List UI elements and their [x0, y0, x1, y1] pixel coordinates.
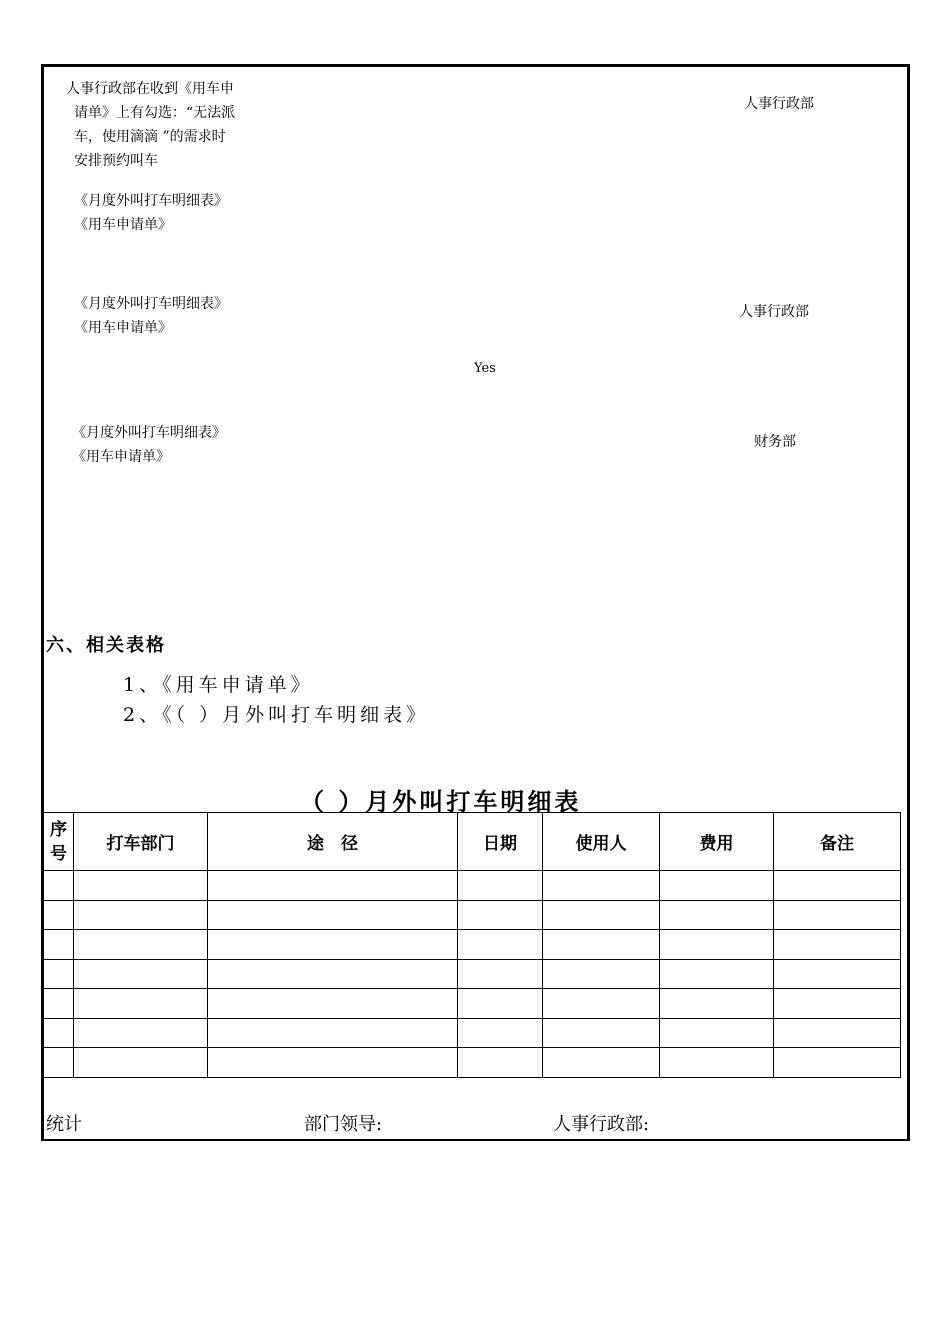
table-cell[interactable] [458, 930, 543, 960]
table-row [44, 959, 901, 989]
table-cell[interactable] [774, 871, 901, 901]
table-cell[interactable] [74, 900, 208, 930]
decision-yes-label: Yes [474, 361, 496, 376]
table-cell[interactable] [208, 1018, 458, 1048]
table-cell[interactable] [458, 1018, 543, 1048]
table-cell[interactable] [774, 1048, 901, 1078]
footer-total-label: 统计 [46, 1114, 82, 1135]
header-date: 日期 [458, 813, 543, 871]
header-seq [44, 813, 74, 871]
table-cell[interactable] [458, 900, 543, 930]
header-seq-line-2: 号 [50, 843, 67, 864]
taxi-detail-table [43, 812, 901, 1078]
table-cell[interactable] [660, 871, 774, 901]
table-cell[interactable] [44, 989, 74, 1019]
table-cell[interactable] [543, 989, 660, 1019]
table-header-row [44, 813, 901, 871]
section-title: 六、相关表格 [46, 635, 166, 656]
table-cell[interactable] [543, 1018, 660, 1048]
table-row [44, 989, 901, 1019]
form-link-vehicle-request[interactable]: 1、《用车申请单》 [123, 674, 314, 696]
table-cell[interactable] [44, 1048, 74, 1078]
header-cost: 费用 [660, 813, 774, 871]
header-user: 使用人 [543, 813, 660, 871]
table-cell[interactable] [660, 900, 774, 930]
table-cell[interactable] [660, 1048, 774, 1078]
step2-documents [74, 189, 228, 237]
table-cell[interactable] [660, 959, 774, 989]
table-cell[interactable] [44, 930, 74, 960]
table-row [44, 871, 901, 901]
table-cell[interactable] [74, 1018, 208, 1048]
step3-doc-1: 《月度外叫打车明细表》 [74, 296, 228, 312]
table-cell[interactable] [774, 900, 901, 930]
footer-hr-admin-label: 人事行政部: [553, 1114, 650, 1135]
step4-documents [72, 421, 226, 469]
table-cell[interactable] [774, 1018, 901, 1048]
step1-line-1: 人事行政部在收到《用车申 [66, 81, 234, 97]
step3-doc-2: 《用车申请单》 [74, 320, 172, 336]
step4-doc-2: 《用车申请单》 [72, 449, 170, 465]
table-cell[interactable] [208, 1048, 458, 1078]
table-cell[interactable] [458, 959, 543, 989]
footer-dept-leader-label: 部门领导: [304, 1114, 383, 1135]
table-cell[interactable] [543, 871, 660, 901]
table-cell[interactable] [74, 871, 208, 901]
step3-documents [74, 292, 228, 340]
table-cell[interactable] [74, 989, 208, 1019]
table-row [44, 1018, 901, 1048]
table-cell[interactable] [44, 959, 74, 989]
step4-doc-1: 《月度外叫打车明细表》 [72, 425, 226, 441]
step1-description [66, 77, 235, 173]
table-cell[interactable] [44, 1018, 74, 1048]
step1-owner: 人事行政部 [744, 96, 814, 112]
table-cell[interactable] [44, 900, 74, 930]
table-cell[interactable] [208, 989, 458, 1019]
step2-doc-1: 《月度外叫打车明细表》 [74, 193, 228, 209]
table-cell[interactable] [543, 1048, 660, 1078]
table-cell[interactable] [774, 989, 901, 1019]
table-cell[interactable] [543, 900, 660, 930]
step1-line-4: 安排预约叫车 [74, 153, 158, 169]
table-cell[interactable] [660, 930, 774, 960]
step1-line-3: 车，使用滴滴 ”的需求时 [74, 129, 226, 145]
detail-table-title: （ ）月外叫打车明细表 [300, 788, 582, 816]
table-cell[interactable] [543, 930, 660, 960]
table-cell[interactable] [208, 930, 458, 960]
step4-owner: 财务部 [754, 434, 796, 450]
table-row [44, 930, 901, 960]
table-cell[interactable] [774, 959, 901, 989]
table-cell[interactable] [44, 871, 74, 901]
step2-doc-2: 《用车申请单》 [74, 217, 172, 233]
table-cell[interactable] [208, 900, 458, 930]
table-body [44, 871, 901, 1078]
table-row [44, 1048, 901, 1078]
table-cell[interactable] [74, 930, 208, 960]
table-cell[interactable] [208, 959, 458, 989]
table-row [44, 900, 901, 930]
table-cell[interactable] [543, 959, 660, 989]
table-cell[interactable] [774, 930, 901, 960]
table-cell[interactable] [458, 871, 543, 901]
header-remarks: 备注 [774, 813, 901, 871]
table-cell[interactable] [660, 1018, 774, 1048]
table-cell[interactable] [458, 1048, 543, 1078]
table-cell[interactable] [74, 1048, 208, 1078]
table-cell[interactable] [458, 989, 543, 1019]
table-cell[interactable] [208, 871, 458, 901]
step3-owner: 人事行政部 [739, 304, 809, 320]
header-department: 打车部门 [74, 813, 208, 871]
header-route: 途 径 [208, 813, 458, 871]
table-cell[interactable] [660, 989, 774, 1019]
step1-line-2: 请单》上有勾选：“无法派 [74, 105, 236, 121]
form-link-taxi-detail[interactable]: 2、《（ ）月外叫打车明细表》 [123, 704, 430, 726]
table-cell[interactable] [74, 959, 208, 989]
header-seq-line-1: 序 [50, 819, 67, 840]
